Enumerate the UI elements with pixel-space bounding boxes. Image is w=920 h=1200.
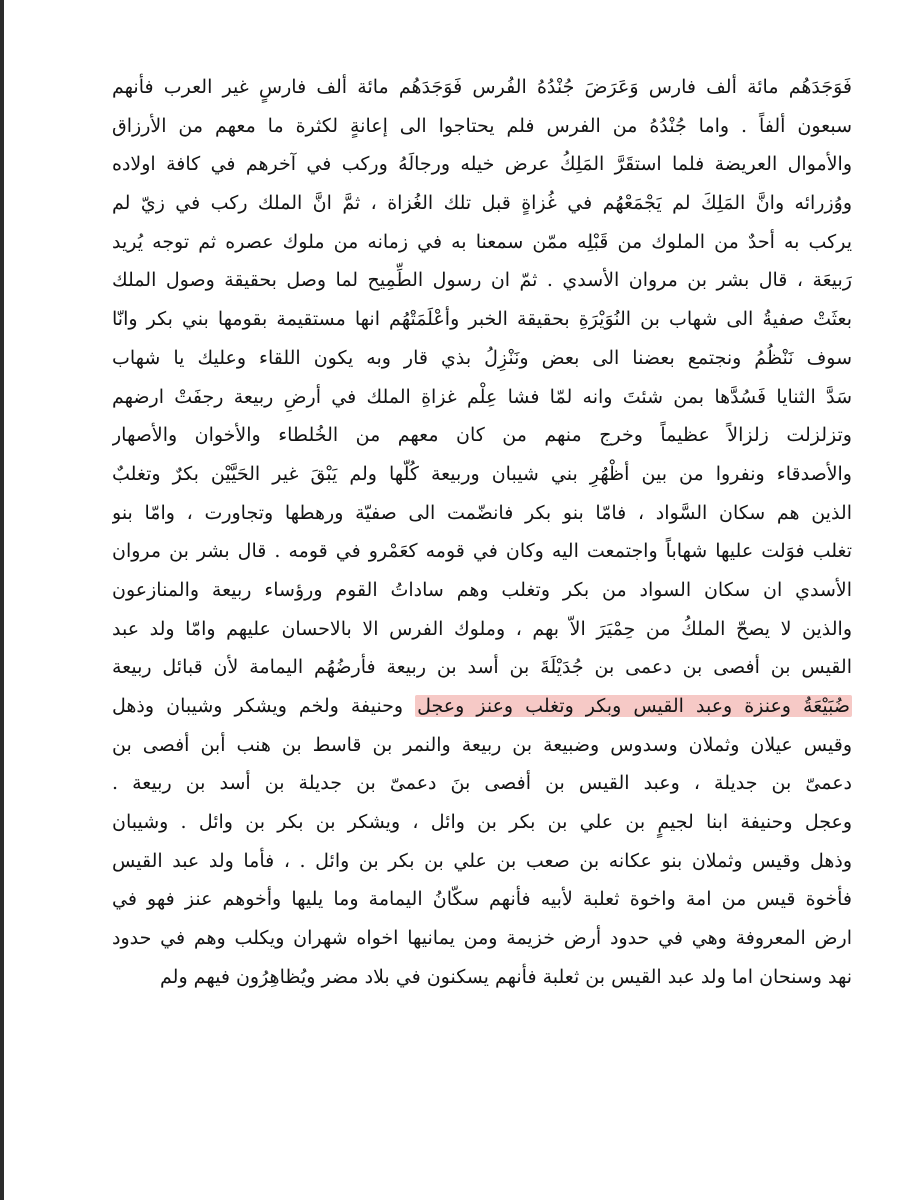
text-line-4: ووُزرائه وانَّ المَلِكَ لم يَجْمَعْهُم في غُزاةٍ قبل تلك الغُزاة ، ثمَّ انَّ الملك ركب في زيّ لم — [112, 192, 852, 215]
text-line-23: ارض المعروفة وهي في حدود أرض خزيمة ومن يمانيها اخواه شهران ويكلب وهم في حدود — [112, 927, 852, 950]
text-line-17-highlighted — [112, 687, 852, 726]
text-line-9: سَدَّ الثنايا فَسُدَّها بمن شئتَ وانه لمّا فشا عِلْم غزاةِ الملك في أرضِ ربيعة رجفَتْ ارضهم — [112, 385, 852, 408]
text-line-22: فأخوة قيس من امة واخوة ثعلبة لأبيه فأنهم سكّانُ اليمامة وما يليها وأخوهم عنز فهو في — [112, 888, 852, 911]
text-line-15: والذين لا يصحّ الملكُ من حِمْيَرَ الاّ بهم ، وملوك الفرس الا بالاحسان عليهم وامّا ولد عبد — [112, 617, 852, 640]
text-line-19: دعمىّ بن جديلة ، وعبد القيس بن أفصى بنَ دعمىّ بن جديلة بن أسد بن ربيعة . — [112, 772, 852, 795]
text-line-14: الأسدي ان سكان السواد من بكر وتغلب وهم ساداتُ القوم ورؤساء ربيعة والمنازعون — [112, 578, 852, 601]
book-page — [4, 0, 920, 1200]
text-line-3: والأموال العريضة فلما استقَرَّ المَلِكُ عرض خيله ورجالَهُ وركب في آخرهم في كافة اولاده — [112, 153, 852, 176]
text-line-8: سوف نَنْظُمُ ونجتمع بعضنا الى بعض ونَنْزِلُ بذي قار وبه يكون اللقاء وعليك يا شهاب — [112, 346, 852, 369]
text-line-11: والأصدقاء ونفروا من بين أظْهُرِ بني شيبان وربيعة كُلّها ولم يَبْقَ غير الحَيَّيْن بكرٌ وتغلبٌ — [112, 462, 852, 485]
text-line-21: وذهل وقيس وثملان بنو عكانه بن صعب بن علي بن بكر بن وائل . ، فأما ولد عبد القيس — [112, 849, 852, 872]
text-line-10: وتزلزلت زلزالاً عظيماً وخرج منهم من كان معهم من الخُلطاء والأخوان والأصهار — [112, 424, 852, 447]
text-line-6: رَبيعَة ، قال بشر بن مروان الأسدي . ثمّ ان رسول الطِّمِيح لما وصل بحقيقة وصول الملك — [112, 269, 852, 292]
text-line-1: فَوَجَدَهُم مائة ألف فارس وَعَرَضَ جُنْدُهُ الفُرس فَوَجَدَهُم مائة ألف فارسٍ غير العرب فأنهم — [112, 76, 852, 98]
highlighted-phrase: ضُبَيْعَةُ وعنزة وعبد القيس وبكر وتغلب وعنز وعجل — [417, 695, 851, 717]
text-line-5: يركب به أحدٌ من الملوك من قَبْلِه ممّن سمعنا به في زمانه من ملوك عصره ثم توجه يُريد — [112, 230, 852, 253]
text-line-16: القيس بن أفصى بن دعمى بن جُدَيْلَةَ بن أسد بن ربيعة فأرضُهُم اليمامة لأن قبائل ربيعة — [112, 656, 852, 679]
text-line-13: تغلب فوَلت عليها شهاباً واجتمعت اليه وكان في قومه كعَمْرو في قومه . قال بشر بن مروان — [112, 540, 852, 563]
page-text — [112, 68, 852, 997]
text-line-2: سبعون ألفاً . واما جُنْدُهُ من الفرس فلم يحتاجوا الى إعانةٍ لكثرة ما معهم من الأرزاق — [112, 114, 852, 137]
text-line-20: وعجل وحنيفة ابنا لجيمٍ بن علي بن بكر بن وائل ، ويشكر بن بكر بن وائل . وشيبان — [112, 811, 852, 834]
text-line-7: بعثَتْ صفيةُ الى شهاب بن النُوَيْرَةِ بحقيقة الخبر وأعْلَمَتْهُم انها مستقيمة بقومها بني بكر وانّا — [112, 308, 852, 331]
text-line-17-rest: وحنيفة ولخم ويشكر وشيبان وذهل — [112, 695, 416, 717]
text-line-24: نهد وسنحان اما ولد عبد القيس بن ثعلبة فأنهم يسكنون في بلاد مضر ويُظاهِرُون فيهم ولم — [160, 965, 852, 988]
text-line-18: وقيس عيلان وثملان وسدوس وضبيعة بن ربيعة والنمر بن قاسط بن هنب أبن أفصى بن — [112, 733, 852, 756]
text-line-12: الذين هم سكان السَّواد ، فامّا بنو بكر فانضّمت الى صفيّة ورهطها وتجاورت ، وامّا بنو — [112, 501, 852, 524]
